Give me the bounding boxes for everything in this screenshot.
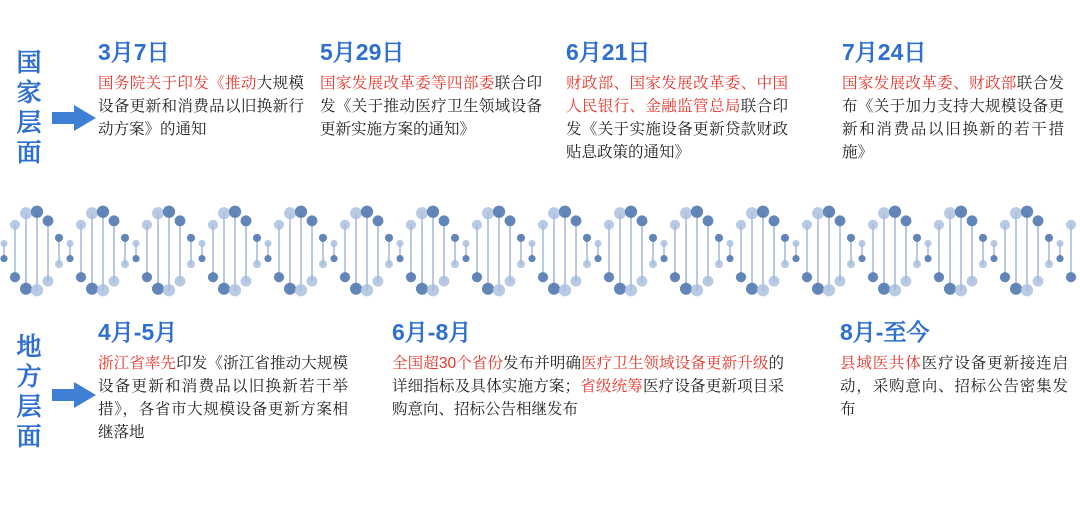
entry-text-highlight: 全国超30个省份 [392, 355, 504, 372]
right-arrow-icon [52, 105, 96, 131]
entry-text [842, 72, 1064, 164]
entry-date: 6月21日 [566, 39, 651, 65]
entry-text [320, 72, 542, 141]
entry-text-highlight: 县域医共体 [840, 355, 922, 372]
section-label-national: 国家层面 [16, 49, 42, 167]
dna-helix-icon [0, 196, 1080, 306]
timeline-entry-local-1 [98, 318, 348, 444]
entry-text-rest: 医疗设备更新接连启动，采购意向、招标公告密集发布 [840, 355, 1068, 418]
timeline-entry-national-3 [566, 38, 788, 164]
entry-text [98, 352, 348, 444]
entry-date: 7月24日 [842, 39, 927, 65]
timeline-entry-local-3 [840, 318, 1068, 421]
entry-text-highlight: 医疗卫生领域设备更新升级 [581, 355, 769, 372]
entry-text-rest: 发布并明确 [503, 355, 582, 372]
entry-text-rest: 联合印发《关于推动医疗卫生领域设备更新实施方案的通知》 [320, 75, 542, 138]
entry-date: 5月29日 [320, 39, 405, 65]
section-label-local: 地方层面 [16, 333, 42, 451]
entry-text-highlight: 国家发展改革委、财政部 [842, 75, 1017, 92]
entry-text-highlight: 国家发展改革委等四部委 [320, 75, 495, 92]
entry-text-rest: 印发《浙江省推动大规模设备更新和消费品以旧换新若干举措》，各省市大规模设备更新方案相继落地 [98, 355, 348, 441]
entry-text [392, 352, 784, 421]
right-arrow-icon [52, 382, 96, 408]
entry-date: 4月-5月 [98, 319, 178, 345]
entry-text-highlight: 财政部、国家发展改革委、中国人民银行、金融监管总局 [566, 75, 788, 115]
entry-text-rest: 的详细指标及具体实施方案； [392, 355, 784, 395]
entry-date: 6月-8月 [392, 319, 472, 345]
entry-text-rest: 联合发布《关于加力支持大规模设备更新和消费品以旧换新的若干措施》 [842, 75, 1064, 161]
entry-text-rest: 联合印发《关于实施设备更新贷款财政贴息政策的通知》 [566, 98, 788, 161]
entry-date: 8月-至今 [840, 319, 930, 345]
entry-date: 3月7日 [98, 39, 170, 65]
timeline-entry-national-1 [98, 38, 304, 141]
entry-text-highlight: 浙江省率先 [98, 355, 177, 372]
entry-text-highlight: 省级统筹 [580, 378, 643, 395]
entry-text-rest: 医疗设备更新项目采购意向、招标公告相继发布 [392, 378, 784, 418]
entry-text [98, 72, 304, 141]
entry-text-rest: 大规模设备更新和消费品以旧换新行动方案》的通知 [98, 75, 304, 138]
timeline-entry-local-2 [392, 318, 784, 421]
timeline-entry-national-4 [842, 38, 1064, 164]
entry-text-highlight: 国务院关于印发《推动 [98, 75, 257, 92]
entry-text [840, 352, 1068, 421]
entry-text [566, 72, 788, 164]
timeline-entry-national-2 [320, 38, 542, 141]
